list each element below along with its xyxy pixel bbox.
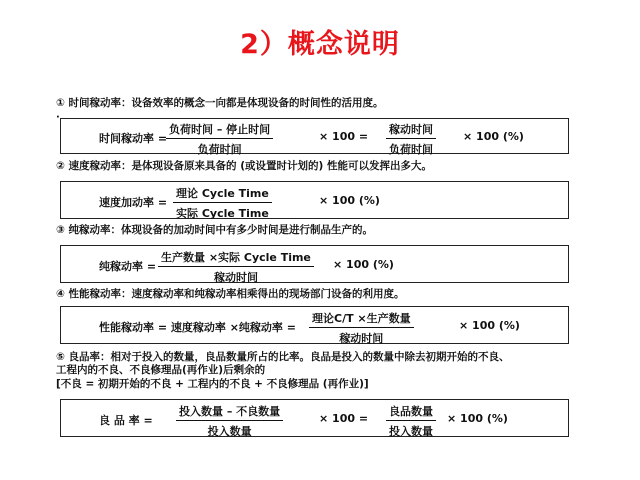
formula-box-time-operation-rate — [60, 118, 569, 154]
formula-box-performance-rate — [60, 306, 569, 344]
numerator: 负荷时间 – 停止时间 — [166, 121, 273, 139]
numerator: 理论C/T ×生产数量 — [309, 310, 414, 328]
formula-label: 纯稼动率 = — [99, 260, 157, 273]
numerator: 良品数量 — [386, 403, 436, 421]
formula-label: 速度加动率 = — [99, 196, 168, 209]
multiply-equals: × 100 = — [319, 130, 369, 143]
fraction-operating-over-load — [386, 121, 436, 157]
percent-factor: × 100 (%) — [459, 319, 520, 332]
section-1-dot: · — [56, 112, 60, 123]
page-title: 2）概念说明 — [240, 29, 400, 60]
formula-label: 良 品 率 = — [99, 414, 153, 427]
percent-factor: × 100 (%) — [333, 258, 394, 271]
numerator: 理论 Cycle Time — [173, 185, 272, 203]
fraction-good-over-input — [386, 403, 436, 439]
denominator: 投入数量 — [207, 425, 252, 438]
formula-label: 性能稼动率 = 速度稼动率 ×纯稼动率 = — [99, 321, 296, 334]
fraction-theoretical-ct-over-operating — [309, 310, 414, 346]
denominator: 实际 Cycle Time — [176, 207, 269, 220]
formula-label: 时间稼动率 = — [99, 132, 168, 145]
denominator: 稼动时间 — [213, 271, 258, 284]
numerator: 稼动时间 — [386, 121, 436, 139]
section-5-description-line-1: ⑤ 良品率：相对于投入的数量，良品数量所占的比率。良品是投入的数量中除去初期开始的不良、 — [56, 351, 510, 363]
section-4-description: ④ 性能稼动率：速度稼动率和纯稼动率相乘得出的现场部门设备的利用度。 — [56, 288, 405, 300]
formula-box-yield-rate — [60, 399, 569, 437]
numerator: 投入数量 – 不良数量 — [176, 403, 283, 421]
numerator: 生产数量 ×实际 Cycle Time — [158, 249, 314, 267]
formula-box-speed-rate — [60, 181, 569, 219]
section-5-description-line-2: 工程内的不良、不良修理品(再作业)后剩余的 — [56, 364, 266, 376]
percent-factor: × 100 (%) — [447, 412, 508, 425]
section-1-description: ① 时间稼动率：设备效率的概念一向都是体现设备的时间性的活用度。 — [56, 97, 384, 109]
formula-box-net-operation-rate — [60, 245, 569, 283]
denominator: 负荷时间 — [389, 143, 433, 156]
section-3-description: ③ 纯稼动率：体现设备的加动时间中有多少时间是进行制品生产的。 — [56, 224, 374, 236]
percent-factor: × 100 (%) — [319, 194, 380, 207]
denominator: 负荷时间 — [197, 143, 242, 156]
fraction-load-minus-stop — [166, 121, 273, 157]
denominator: 投入数量 — [389, 425, 433, 438]
fraction-production-cycle-over-operating — [158, 249, 314, 285]
denominator: 稼动时间 — [339, 332, 384, 345]
fraction-theoretical-over-actual — [173, 185, 272, 221]
section-2-description: ② 速度稼动率：是体现设备原来具备的 (或设置时计划的) 性能可以发挥出多大。 — [56, 160, 432, 172]
section-5-description-line-3: [不良 = 初期开始的不良 + 工程内的不良 + 不良修理品 (再作业)] — [56, 378, 369, 390]
percent-factor: × 100 (%) — [463, 130, 524, 143]
multiply-equals: × 100 = — [319, 412, 369, 425]
fraction-input-minus-defect — [176, 403, 283, 439]
